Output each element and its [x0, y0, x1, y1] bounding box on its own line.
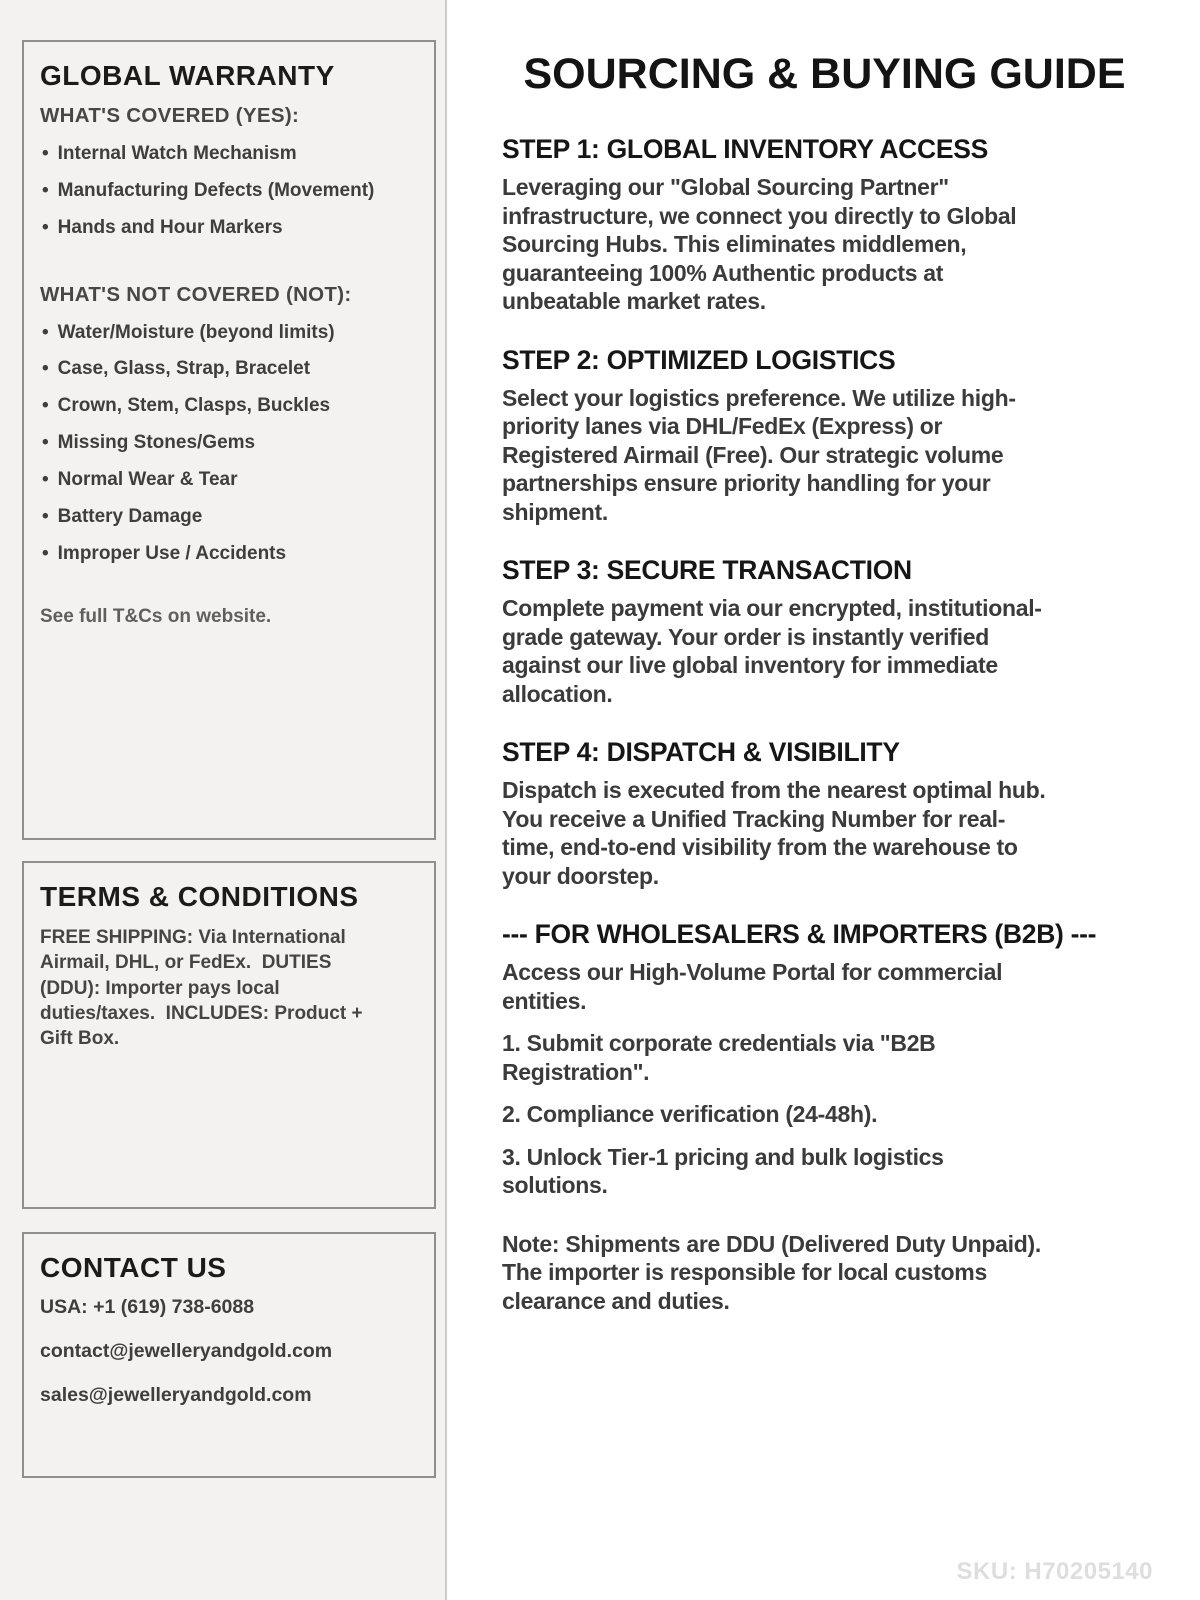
list-item: [40, 358, 418, 380]
terms-body: FREE SHIPPING: Via International Airmail, DHL, or FedEx. DUTIES (DDU): Importer pays local duties/taxes. INCLUDES: Product + Gift Box.: [40, 927, 368, 1050]
list-item: [40, 395, 418, 417]
warranty-title: GLOBAL WARRANTY: [40, 60, 335, 91]
not-covered-item: • Improper Use / Accidents: [57, 542, 287, 564]
b2b-intro: Access our High-Volume Portal for commercial entities.: [502, 959, 1003, 1014]
sidebar: [0, 0, 447, 1600]
not-covered-item: • Crown, Stem, Clasps, Buckles: [57, 395, 331, 417]
b2b-item-3: 3. Unlock Tier-1 pricing and bulk logistics solutions.: [502, 1143, 944, 1199]
sku-label: SKU: H70205140: [956, 1558, 1153, 1585]
main-column: [449, 0, 1200, 1600]
not-covered-item: • Battery Damage: [57, 505, 203, 527]
list-item: [40, 217, 418, 239]
step-1-heading: STEP 1: GLOBAL INVENTORY ACCESS: [502, 134, 988, 164]
b2b-item-1: 1. Submit corporate credentials via "B2B Registration".: [502, 1030, 936, 1085]
contact-box: [22, 1232, 436, 1478]
b2b-item-2: 2. Compliance verification (24-48h).: [502, 1101, 878, 1128]
warranty-footnote: See full T&Cs on website.: [40, 606, 272, 628]
contact-email: contact@jewelleryandgold.com: [40, 1340, 333, 1362]
covered-item: • Hands and Hour Markers: [57, 216, 283, 238]
step-4-heading: STEP 4: DISPATCH & VISIBILITY: [502, 737, 900, 768]
list-item: [40, 469, 418, 491]
not-covered-item: • Normal Wear & Tear: [57, 468, 238, 490]
not-covered-heading: WHAT'S NOT COVERED (NOT):: [40, 282, 352, 306]
covered-item: • Manufacturing Defects (Movement): [57, 179, 375, 201]
b2b-note: Note: Shipments are DDU (Delivered Duty Unpaid). The importer is responsible for local customs clearance and duties.: [502, 1230, 1041, 1314]
step-1-body: Leveraging our "Global Sourcing Partner" infrastructure, we connect you directly to Global Sourcing Hubs. This eliminates middlemen, guaranteeing 100% Authentic products at unbeatable market rates.: [502, 174, 1017, 315]
step-3-body: Complete payment via our encrypted, institutional-grade gateway. Your order is instantly verified against our live global inventory for immediate allocation.: [502, 595, 1042, 707]
list-item: [40, 432, 418, 454]
step-4-body: Dispatch is executed from the nearest optimal hub. You receive a Unified Tracking Number for real-time, end-to-end visibility from the warehouse to your doorstep.: [502, 777, 1046, 889]
not-covered-item: • Missing Stones/Gems: [57, 432, 256, 454]
covered-heading: WHAT'S COVERED (YES):: [40, 104, 300, 127]
covered-item: • Internal Watch Mechanism: [57, 143, 297, 164]
list-item: [40, 322, 418, 344]
b2b-heading: --- FOR WHOLESALERS & IMPORTERS (B2B) ---: [502, 919, 1097, 950]
terms-title: TERMS & CONDITIONS: [40, 881, 359, 912]
step-3-heading: STEP 3: SECURE TRANSACTION: [502, 555, 912, 586]
list-item: [40, 506, 418, 528]
list-item: [40, 143, 418, 165]
step-2-heading: STEP 2: OPTIMIZED LOGISTICS: [502, 344, 896, 375]
contact-title: CONTACT US: [40, 1252, 227, 1283]
sales-email: sales@jewelleryandgold.com: [40, 1384, 312, 1406]
not-covered-item: • Case, Glass, Strap, Bracelet: [57, 358, 311, 380]
list-item: [40, 543, 418, 565]
guide-content: [449, 99, 1200, 1315]
list-item: [40, 180, 418, 202]
step-2-body: Select your logistics preference. We utilize high-priority lanes via DHL/FedEx (Express) or Registered Airmail (Free). Our strategic volume partnerships ensure priority handling for your shipment.: [502, 384, 1016, 525]
not-covered-item: • Water/Moisture (beyond limits): [57, 321, 335, 343]
contact-phone: USA: +1 (619) 738-6088: [40, 1296, 255, 1318]
terms-box: [22, 861, 436, 1209]
page-title: SOURCING & BUYING GUIDE: [523, 50, 1126, 98]
warranty-box: [22, 40, 436, 840]
